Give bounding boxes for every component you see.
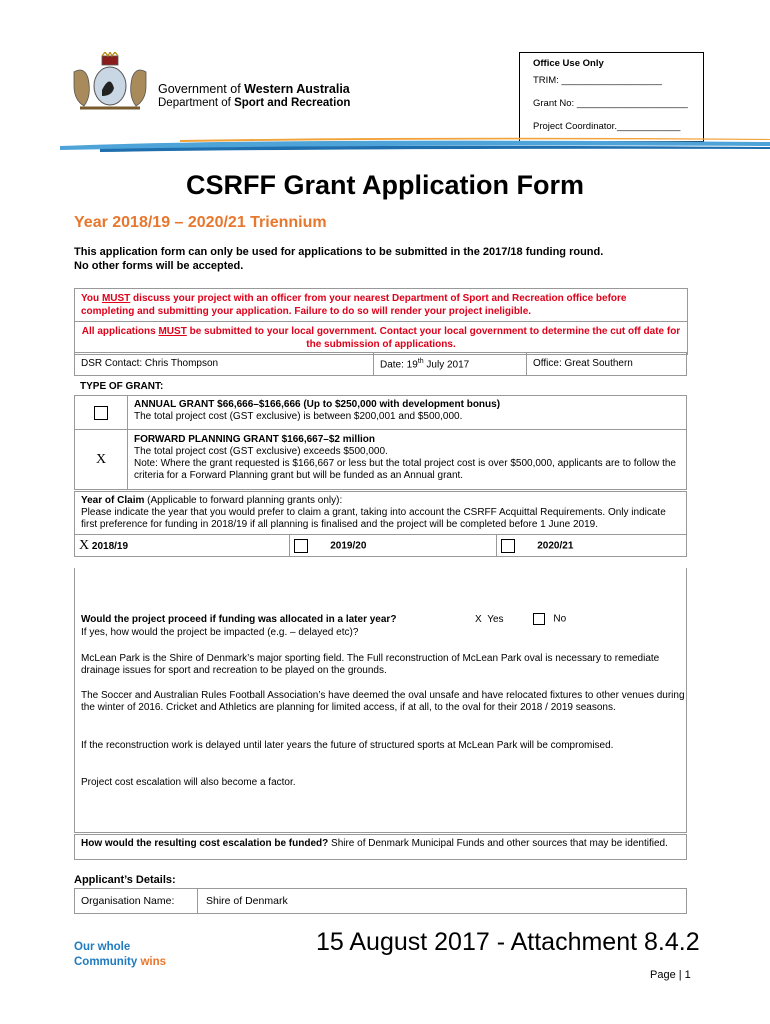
dsr-contact: DSR Contact: Chris Thompson bbox=[75, 353, 374, 376]
forward-grant-choice[interactable] bbox=[75, 430, 128, 490]
impact-paragraph-1: McLean Park is the Shire of Denmark’s major sporting field. The Full reconstruction of McLean Park oval is necessary to remediate drainage issues for sport and recreation to be played on the grounds. bbox=[81, 653, 660, 676]
year-2018-19-mark[interactable]: X bbox=[79, 537, 90, 553]
warning-submit: All applications MUST be submitted to your local government. Contact your local government to determine the cut off date for the submission of applications. bbox=[81, 326, 681, 350]
type-of-grant-label: TYPE OF GRANT: bbox=[80, 381, 164, 392]
org-name-label: Organisation Name: bbox=[75, 889, 198, 914]
header-banner-swoosh bbox=[60, 136, 770, 156]
page-number: Page | 1 bbox=[650, 969, 691, 981]
cost-escalation-row: How would the resulting cost escalation be funded? Shire of Denmark Municipal Funds and other sources that may be identified. bbox=[74, 834, 687, 860]
year-of-claim-desc: Year of Claim (Applicable to forward planning grants only): Please indicate the year that you would prefer to claim a grant, taking into account the CSRFF Acquittal Requirements. Only indicate first preference for funding in 2018/19 if all planning is finalised and the project will be completed before 1 June 2019. bbox=[75, 492, 687, 535]
slogan: Our whole Community wins bbox=[74, 941, 167, 968]
later-year-no[interactable]: No bbox=[533, 613, 566, 626]
warning-box bbox=[74, 288, 688, 355]
department-name: Department of Sport and Recreation bbox=[158, 97, 351, 109]
impact-paragraph-2: The Soccer and Australian Rules Football Association’s have deemed the oval unsafe and have relocated fixtures to other venues during the winter of 2016. Cricket and Athletics are planning for limited access, if at all, to the oval for their 2018 / 2019 seasons. bbox=[81, 690, 685, 713]
page-title: CSRFF Grant Application Form bbox=[186, 170, 584, 200]
later-year-yes[interactable]: X Yes bbox=[475, 614, 504, 625]
grant-no-field: Grant No: _____________________ bbox=[533, 98, 688, 109]
annual-grant-checkbox[interactable] bbox=[94, 406, 108, 420]
warning-discuss: You MUST discuss your project with an officer from your nearest Department of Sport and Recreation office before completing and submitting your application. Failure to do so will render your project ineligible. bbox=[75, 289, 687, 322]
forward-grant-desc: FORWARD PLANNING GRANT $166,667–$2 million The total project cost (GST exclusive) exceeds $500,000. Note: Where the grant requested is $166,667 or less but the total project cost is over $500,000, applicants are to follow the criteria for a Forward Planning grant but will be funded as an Annual grant. bbox=[128, 430, 687, 490]
impact-paragraph-3: If the reconstruction work is delayed until later years the future of structured sports at McLean Park will be compromised. bbox=[81, 740, 614, 751]
annual-grant-choice[interactable] bbox=[75, 396, 128, 430]
forward-grant-mark[interactable]: X bbox=[95, 451, 107, 467]
year-2019-20-checkbox[interactable] bbox=[294, 539, 308, 553]
wa-crest-logo bbox=[68, 52, 152, 114]
applicant-heading: Applicant’s Details: bbox=[74, 874, 176, 886]
contact-office: Office: Great Southern bbox=[527, 353, 687, 376]
government-name: Government of Western Australia bbox=[158, 82, 350, 96]
project-coordinator-field: Project Coordinator.____________ bbox=[533, 121, 681, 132]
later-year-question: Would the project proceed if funding was allocated in a later year? X Yes No bbox=[81, 613, 567, 625]
org-name-value[interactable]: Shire of Denmark bbox=[198, 889, 687, 914]
later-year-no-checkbox[interactable] bbox=[533, 613, 545, 625]
year-option-2018-19[interactable]: X 2018/19 bbox=[75, 535, 290, 557]
trim-field: TRIM: ___________________ bbox=[533, 75, 662, 86]
grant-type-table bbox=[74, 395, 687, 490]
attachment-stamp: 15 August 2017 - Attachment 8.4.2 bbox=[316, 928, 700, 956]
year-option-2020-21[interactable]: 2020/21 bbox=[497, 535, 687, 557]
year-2020-21-checkbox[interactable] bbox=[501, 539, 515, 553]
later-year-sub: If yes, how would the project be impacted (e.g. – delayed etc)? bbox=[81, 627, 359, 638]
contact-table bbox=[74, 352, 687, 376]
later-year-section bbox=[74, 568, 687, 833]
year-option-2019-20[interactable]: 2019/20 bbox=[290, 535, 497, 557]
applicant-table bbox=[74, 888, 687, 914]
contact-date: Date: 19th July 2017 bbox=[374, 353, 527, 376]
page-subtitle: Year 2018/19 – 2020/21 Triennium bbox=[74, 214, 327, 231]
impact-paragraph-4: Project cost escalation will also become a factor. bbox=[81, 777, 296, 788]
office-use-title: Office Use Only bbox=[533, 58, 604, 69]
annual-grant-desc: ANNUAL GRANT $66,666–$166,666 (Up to $250,000 with development bonus) The total project cost (GST exclusive) is between $200,001 and $500,000. bbox=[128, 396, 687, 430]
year-of-claim-table bbox=[74, 491, 687, 557]
intro-text: This application form can only be used for applications to be submitted in the 2017/18 funding round. No other forms will be accepted. bbox=[74, 246, 604, 272]
office-use-box bbox=[519, 52, 704, 142]
